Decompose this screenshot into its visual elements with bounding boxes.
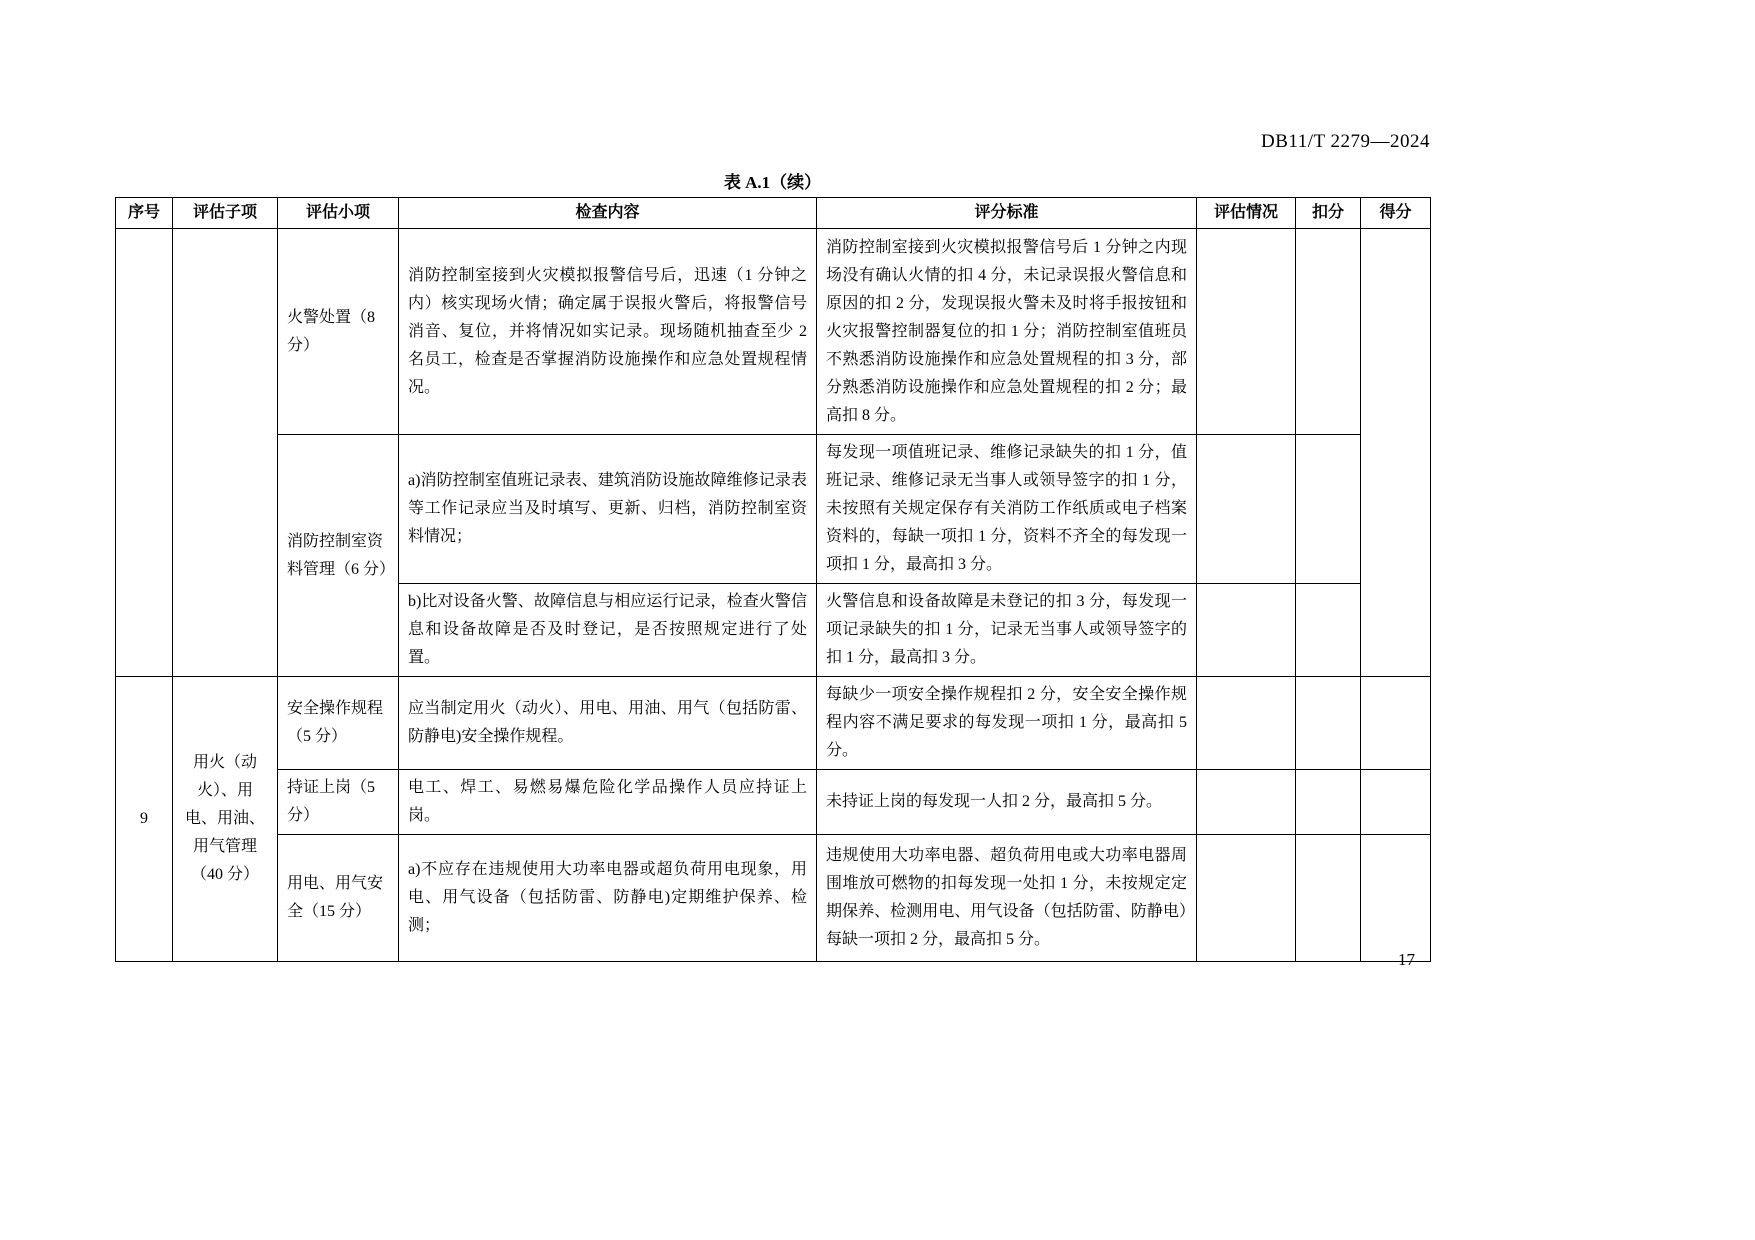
table-title: 表 A.1（续）	[723, 173, 822, 192]
assessment-cell-fire-alarm	[1197, 229, 1296, 435]
check-content-cell-fire-alarm: 消防控制室接到火灾模拟报警信号后，迅速（1 分钟之内）核实现场火情；确定属于误报火警后，将报警信号消音、复位，并将情况如实记录。现场随机抽查至少 2 名员工，检查是否掌握消防设施操作和应急处置规程情况。	[399, 229, 817, 435]
minor-item-cell-fire-alarm: 火警处置（8 分）	[278, 229, 399, 435]
scoring-criteria-cell-electricity-gas: 违规使用大功率电器、超负荷用电或大功率电器周围堆放可燃物的扣每发现一处扣 1 分，未按规定定期保养、检测用电、用气设备（包括防雷、防静电）每缺一项扣 2 分，最高扣 5 分。	[817, 835, 1197, 962]
score-cell-safe-operation	[1361, 677, 1431, 770]
header-score: 得分	[1361, 198, 1431, 229]
header-deduction: 扣分	[1296, 198, 1361, 229]
header-assessment: 评估情况	[1197, 198, 1296, 229]
assessment-cell-safe-operation	[1197, 677, 1296, 770]
sub-item-cell-prev-group	[173, 229, 278, 677]
index-cell-group-9: 9	[116, 677, 173, 962]
header-index: 序号	[116, 198, 173, 229]
table-row-fire-alarm-handling	[116, 229, 1431, 435]
sub-item-cell-group-9: 用火（动火）、用电、用油、用气管理（40 分）	[173, 677, 278, 962]
score-cell-prev-group	[1361, 229, 1431, 677]
deduction-cell-fire-alarm	[1296, 229, 1361, 435]
index-cell-prev-group	[116, 229, 173, 677]
score-cell-certified-work	[1361, 770, 1431, 835]
assessment-cell-electricity-gas	[1197, 835, 1296, 962]
scoring-criteria-cell-records-a: 每发现一项值班记录、维修记录缺失的扣 1 分，值班记录、维修记录无当事人或领导签字的扣 1 分，未按照有关规定保存有关消防工作纸质或电子档案资料的，每缺一项扣 1 分，资料不齐全的每发现一项扣 1 分，最高扣 3 分。	[817, 435, 1197, 584]
header-scoring-criteria: 评分标准	[817, 198, 1197, 229]
header-check-content: 检查内容	[399, 198, 817, 229]
header-sub-item: 评估子项	[173, 198, 278, 229]
minor-item-cell-control-room-records: 消防控制室资料管理（6 分）	[278, 435, 399, 677]
check-content-cell-records-b: b)比对设备火警、故障信息与相应运行记录，检查火警信息和设备故障是否及时登记，是否按照规定进行了处置。	[399, 584, 817, 677]
table-row-control-room-records-a	[116, 435, 1431, 584]
scoring-criteria-cell-fire-alarm: 消防控制室接到火灾模拟报警信号后 1 分钟之内现场没有确认火情的扣 4 分，未记录误报火警信息和原因的扣 2 分，发现误报火警未及时将手报按钮和火灾报警控制器复位的扣 1 分；消防控制室值班员不熟悉消防设施操作和应急处置规程的扣 3 分，部分熟悉消防设施操作和应急处置规程的扣 2 分；最高扣 8 分。	[817, 229, 1197, 435]
scoring-criteria-cell-safe-operation: 每缺少一项安全操作规程扣 2 分，安全安全操作规程内容不满足要求的每发现一项扣 1 分，最高扣 5 分。	[817, 677, 1197, 770]
document-number: DB11/T 2279—2024	[1261, 131, 1430, 152]
minor-item-cell-certified-work: 持证上岗（5 分）	[278, 770, 399, 835]
assessment-cell-records-a	[1197, 435, 1296, 584]
deduction-cell-records-b	[1296, 584, 1361, 677]
scoring-criteria-cell-certified-work: 未持证上岗的每发现一人扣 2 分，最高扣 5 分。	[817, 770, 1197, 835]
assessment-table	[115, 197, 1431, 962]
assessment-cell-certified-work	[1197, 770, 1296, 835]
check-content-cell-certified-work: 电工、焊工、易燃易爆危险化学品操作人员应持证上岗。	[399, 770, 817, 835]
deduction-cell-safe-operation	[1296, 677, 1361, 770]
table-row-electricity-gas-safety	[116, 835, 1431, 962]
score-cell-electricity-gas	[1361, 835, 1431, 962]
header-minor-item: 评估小项	[278, 198, 399, 229]
page-number: 17	[1398, 950, 1415, 969]
minor-item-cell-safe-operation: 安全操作规程（5 分）	[278, 677, 399, 770]
check-content-cell-records-a: a)消防控制室值班记录表、建筑消防设施故障维修记录表等工作记录应当及时填写、更新、归档，消防控制室资料情况；	[399, 435, 817, 584]
scoring-criteria-cell-records-b: 火警信息和设备故障是未登记的扣 3 分，每发现一项记录缺失的扣 1 分，记录无当事人或领导签字的扣 1 分，最高扣 3 分。	[817, 584, 1197, 677]
deduction-cell-records-a	[1296, 435, 1361, 584]
minor-item-cell-electricity-gas: 用电、用气安全（15 分）	[278, 835, 399, 962]
check-content-cell-electricity-gas: a)不应存在违规使用大功率电器或超负荷用电现象，用电、用气设备（包括防雷、防静电)定期维护保养、检测；	[399, 835, 817, 962]
check-content-cell-safe-operation: 应当制定用火（动火）、用电、用油、用气（包括防雷、防静电)安全操作规程。	[399, 677, 817, 770]
deduction-cell-electricity-gas	[1296, 835, 1361, 962]
assessment-cell-records-b	[1197, 584, 1296, 677]
table-row-safe-operation	[116, 677, 1431, 770]
deduction-cell-certified-work	[1296, 770, 1361, 835]
table-row-certified-work	[116, 770, 1431, 835]
table-header-row	[116, 198, 1431, 229]
